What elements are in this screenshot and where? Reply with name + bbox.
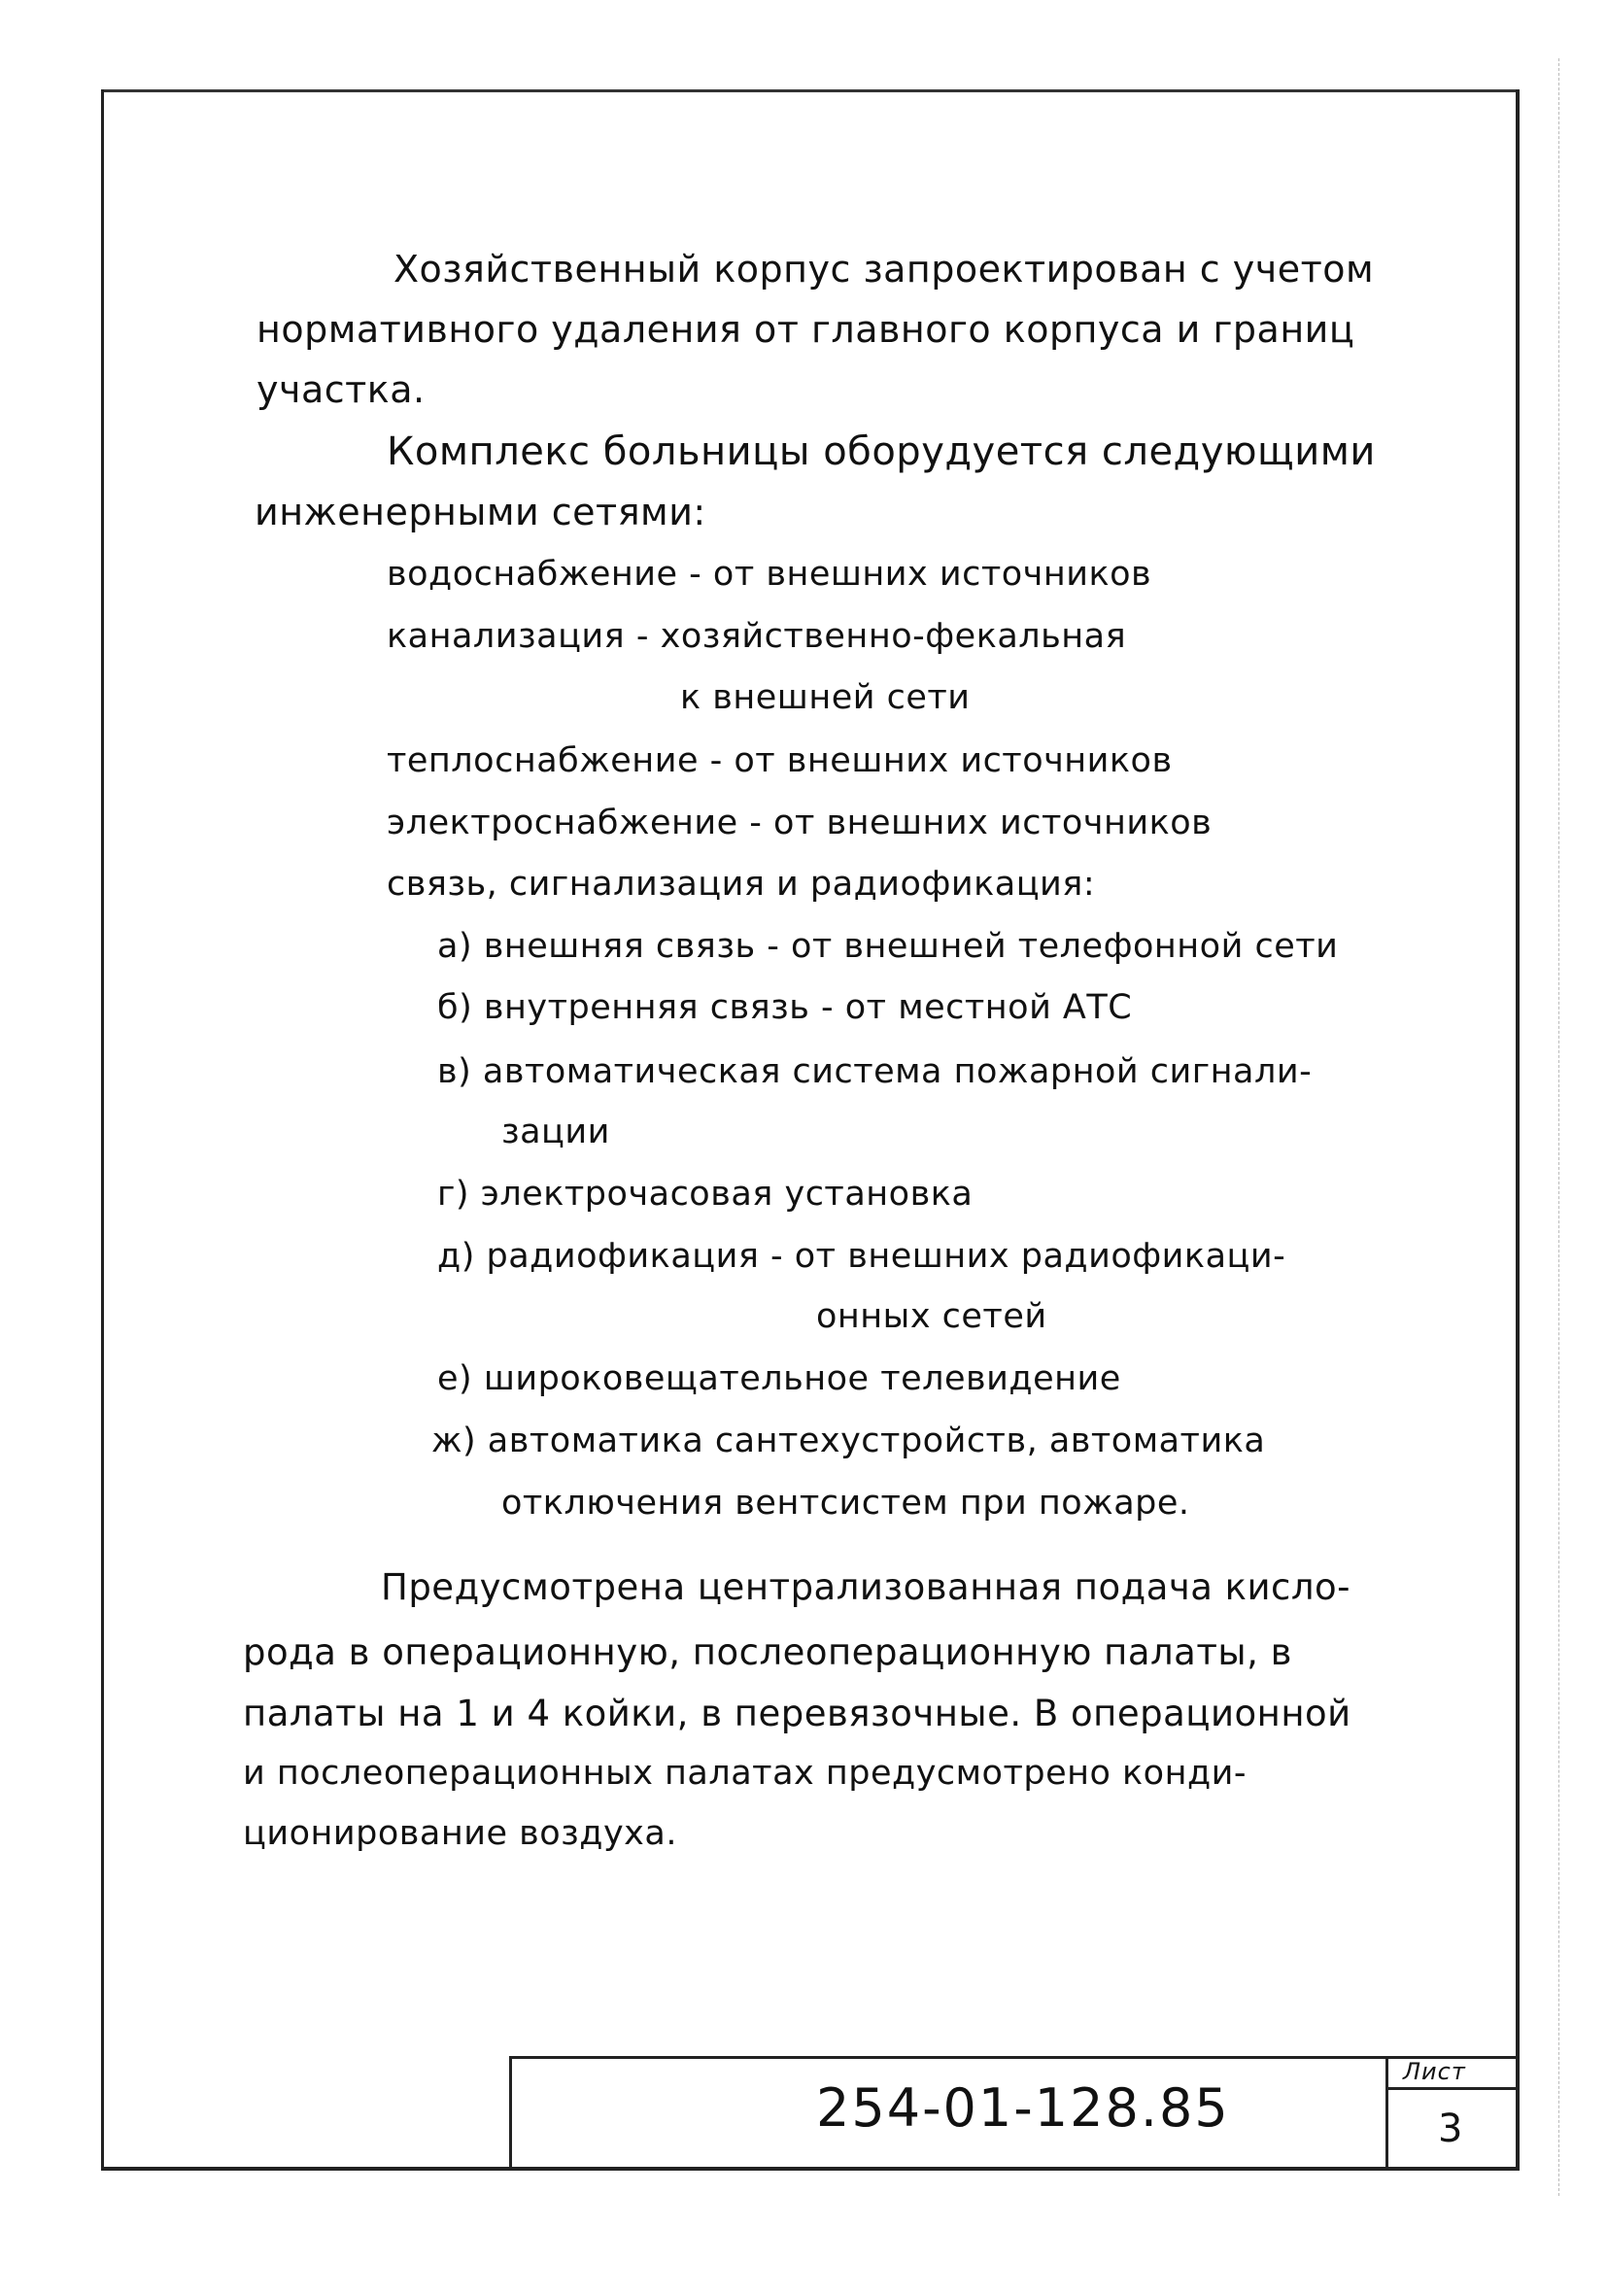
sheet-number: 3 [1438, 2107, 1463, 2151]
oxygen-line-4: и послеоперационных палатах предусмотрено конди- [243, 1754, 1248, 1793]
comm-item-a: а) внешняя связь - от внешней телефонной сети [437, 927, 1339, 966]
comm-item-e: е) широковещательное телевидение [437, 1359, 1121, 1398]
comm-item-v-line-1: в) автоматическая система пожарной сигнали- [437, 1052, 1313, 1091]
comm-item-zh-line-1: ж) автоматика сантехустройств, автоматика [431, 1422, 1266, 1460]
comm-item-d-line-1: д) радиофикация - от внешних радиофикаци- [437, 1237, 1286, 1276]
frame-border-right [1516, 89, 1520, 2169]
comm-item-zh-line-2: отключения вентсистем при пожаре. [501, 1484, 1190, 1523]
network-sewer-line-1: канализация - хозяйственно-фекальная [387, 617, 1127, 656]
comm-item-v-line-2: зации [501, 1113, 610, 1151]
network-power: электроснабжение - от внешних источников [387, 804, 1213, 842]
comm-item-b: б) внутренняя связь - от местной АТС [437, 988, 1133, 1027]
frame-border-bottom [101, 2167, 1520, 2171]
network-communications: связь, сигнализация и радиофикация: [387, 865, 1096, 904]
document-code: 254-01-128.85 [816, 2077, 1230, 2139]
oxygen-line-2: рода в операционную, послеоперационную палаты, в [243, 1631, 1292, 1673]
title-block-divider [1385, 2056, 1388, 2169]
title-block-sheet-divider [1385, 2087, 1520, 2090]
oxygen-line-3: палаты на 1 и 4 койки, в перевязочные. В операционной [243, 1693, 1351, 1734]
comm-item-d-line-2: онных сетей [816, 1297, 1047, 1336]
paragraph-1-line-2: нормативного удаления от главного корпуса и границ [256, 308, 1355, 351]
network-sewer-line-2: к внешней сети [680, 678, 971, 717]
frame-border-top [101, 89, 1520, 92]
frame-border-left [101, 89, 104, 2169]
oxygen-line-5: ционирование воздуха. [243, 1814, 677, 1853]
title-block-left-border [509, 2056, 512, 2169]
network-heat: теплоснабжение - от внешних источников [387, 741, 1173, 780]
paragraph-2-line-1: Комплекс больницы оборудуется следующими [387, 429, 1376, 474]
trim-line [1558, 58, 1560, 2196]
paragraph-2-line-2: инженерными сетями: [255, 491, 706, 533]
sheet-label: Лист [1403, 2058, 1466, 2085]
title-block-top-border [509, 2056, 1520, 2059]
comm-item-g: г) электрочасовая установка [437, 1175, 974, 1214]
paragraph-1-line-3: участка. [256, 368, 426, 411]
oxygen-line-1: Предусмотрена централизованная подача кисло- [381, 1566, 1351, 1608]
paragraph-1-line-1: Хозяйственный корпус запроектирован с учетом [393, 248, 1375, 291]
network-water: водоснабжение - от внешних источников [387, 555, 1152, 594]
